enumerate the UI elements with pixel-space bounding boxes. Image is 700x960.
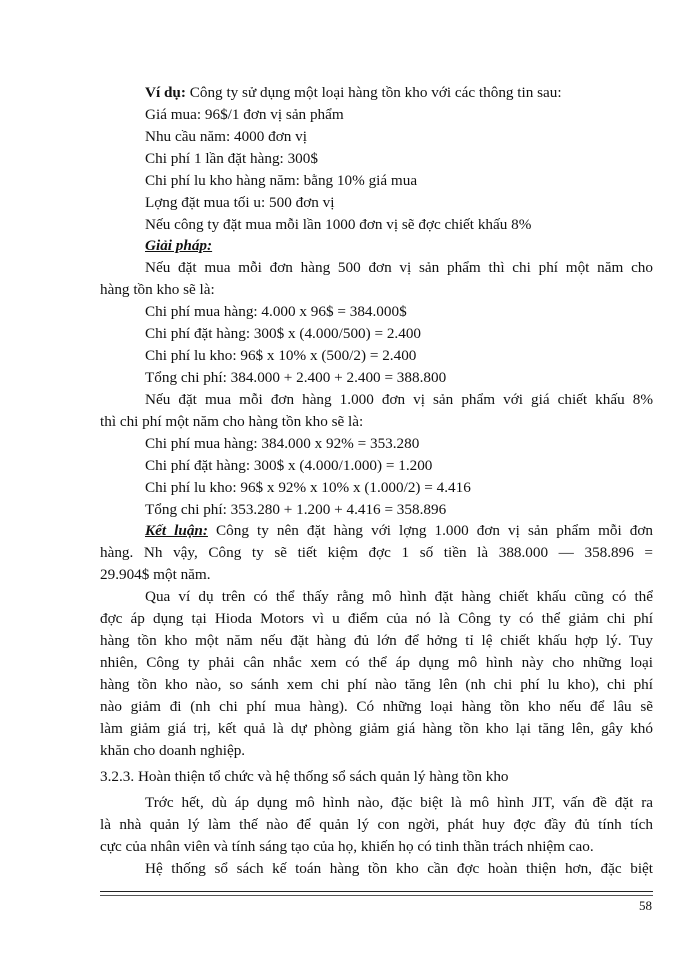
calc-line: Chi phí đặt hàng: 300$ x (4.000/1.000) = 1.200 xyxy=(145,457,433,474)
paragraph-line: khăn cho doanh nghiệp. xyxy=(100,742,246,759)
paragraph-line: đợc áp dụng tại Hioda Motors vì u điểm của nó là Công ty có thể giảm chi phí xyxy=(100,610,653,627)
conclusion-text: Công ty nên đặt hàng với lợng 1.000 đơn vị sản phẩm mỗi đơn xyxy=(207,522,653,539)
solution-case2-line: thì chi phí một năm cho hàng tồn kho sẽ là: xyxy=(100,413,364,430)
example-intro xyxy=(145,83,562,103)
example-item: Giá mua: 96$/1 đơn vị sản phẩm xyxy=(145,106,344,123)
conclusion-line: 29.904$ một năm. xyxy=(100,566,211,583)
paragraph-line: làm giảm giá trị, kết quả là dự phòng giảm giá hàng tồn kho lại tăng lên, gây khó xyxy=(100,720,653,737)
paragraph-line: Trớc hết, dù áp dụng mô hình nào, đặc biệt là mô hình JIT, vấn đề đặt ra xyxy=(145,794,653,811)
example-item: Chi phí 1 lần đặt hàng: 300$ xyxy=(145,150,318,167)
footer-rule xyxy=(100,895,653,896)
paragraph-line: nhiên, Công ty phải cân nhắc xem có thể áp dụng mô hình này cho những loại xyxy=(100,654,653,671)
paragraph-line: hàng tồn kho nào, so sánh xem chi phí nào tăng lên (nh chi phí lu kho), chi phí xyxy=(100,676,653,693)
calc-line: Chi phí mua hàng: 4.000 x 96$ = 384.000$ xyxy=(145,303,407,320)
footer-rule xyxy=(100,891,653,892)
paragraph-line: nào giảm đi (nh chi phí mua hàng). Có những loại hàng tồn kho nếu để lâu sẽ xyxy=(100,698,653,715)
paragraph-line: Hệ thống sổ sách kế toán hàng tồn kho cần đợc hoàn thiện hơn, đặc biệt xyxy=(145,860,653,877)
paragraph-line: cực của nhân viên và tính sáng tạo của họ, khiến họ có tinh thần trách nhiệm cao. xyxy=(100,838,594,855)
solution-case2-line: Nếu đặt mua mỗi đơn hàng 1.000 đơn vị sản phẩm với giá chiết khấu 8% xyxy=(145,391,653,408)
example-intro-text: Công ty sử dụng một loại hàng tồn kho với các thông tin sau: xyxy=(185,84,562,101)
calc-line: Tổng chi phí: 384.000 + 2.400 + 2.400 = 388.800 xyxy=(145,369,447,386)
calc-line: Tổng chi phí: 353.280 + 1.200 + 4.416 = 358.896 xyxy=(145,501,447,518)
conclusion-label: Kết luận: xyxy=(145,522,208,539)
solution-case1-line: hàng tồn kho sẽ là: xyxy=(100,281,215,298)
example-item: Nếu công ty đặt mua mỗi lần 1000 đơn vị sẽ đợc chiết khấu 8% xyxy=(145,216,532,233)
paragraph-line: là nhà quản lý làm thế nào để quản lý con ngời, phát huy đợc đầy đủ tính tích xyxy=(100,816,653,833)
conclusion-line: hàng. Nh vậy, Công ty sẽ tiết kiệm đợc 1 số tiền là 388.000 — 358.896 = xyxy=(100,544,653,561)
paragraph-line: hàng tồn kho một năm nếu đặt hàng đủ lớn để hởng tỉ lệ chiết khấu hợp lý. Tuy xyxy=(100,632,653,649)
solution-heading: Giải pháp: xyxy=(145,237,213,254)
example-label: Ví dụ: xyxy=(145,84,186,101)
calc-line: Chi phí mua hàng: 384.000 x 92% = 353.280 xyxy=(145,435,420,452)
conclusion-line xyxy=(145,521,653,541)
section-heading: 3.2.3. Hoàn thiện tổ chức và hệ thống sổ sách quản lý hàng tồn kho xyxy=(100,768,509,785)
solution-case1-line: Nếu đặt mua mỗi đơn hàng 500 đơn vị sản phẩm thì chi phí một năm cho xyxy=(145,259,653,276)
example-item: Chi phí lu kho hàng năm: bằng 10% giá mua xyxy=(145,172,418,189)
paragraph-line: Qua ví dụ trên có thể thấy rằng mô hình đặt hàng chiết khấu cũng có thể xyxy=(145,588,653,605)
example-item: Lợng đặt mua tối u: 500 đơn vị xyxy=(145,194,335,211)
page-number: 58 xyxy=(639,898,652,913)
calc-line: Chi phí lu kho: 96$ x 92% x 10% x (1.000/2) = 4.416 xyxy=(145,479,471,496)
calc-line: Chi phí đặt hàng: 300$ x (4.000/500) = 2.400 xyxy=(145,325,422,342)
calc-line: Chi phí lu kho: 96$ x 10% x (500/2) = 2.400 xyxy=(145,347,417,364)
example-item: Nhu cầu năm: 4000 đơn vị xyxy=(145,128,307,145)
